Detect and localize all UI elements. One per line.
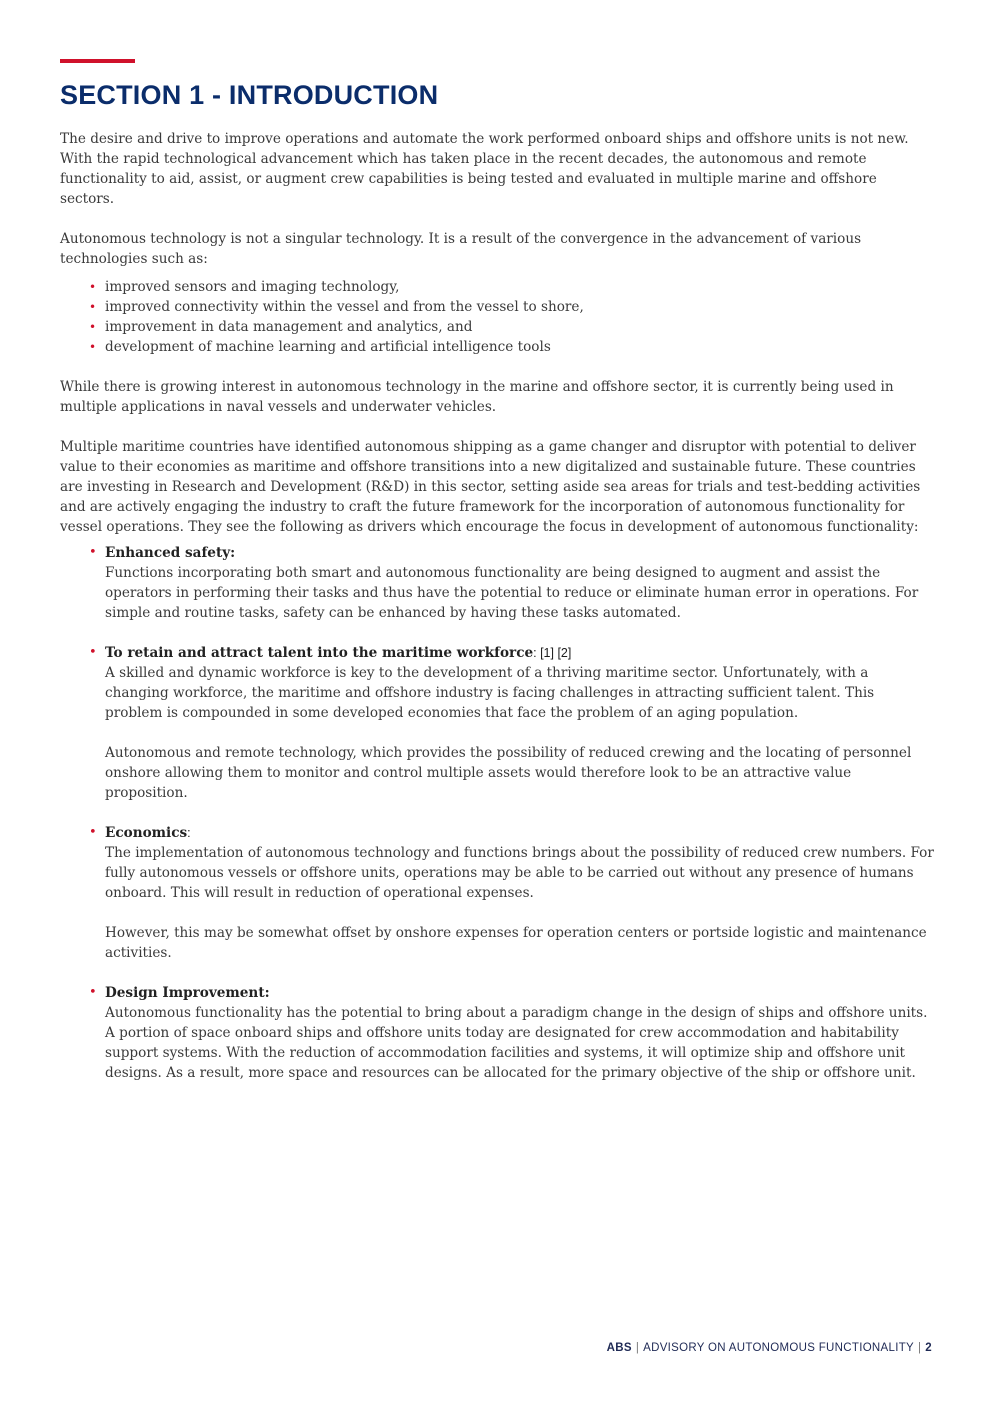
drivers-list [60, 543, 935, 1083]
footer-separator: | [635, 1342, 640, 1354]
bullet-icon: • [89, 985, 97, 1000]
list-item-text: development of machine learning and artificial intelligence tools [105, 339, 551, 355]
footer-doc-title: ADVISORY ON AUTONOMOUS FUNCTIONALITY [643, 1342, 914, 1354]
technology-list [60, 277, 935, 357]
driver-item-design [60, 983, 935, 1083]
bullet-icon: • [89, 320, 97, 334]
intro-paragraph-2: Autonomous technology is not a singular technology. It is a result of the convergence in the advancement of various technologies such as: [60, 231, 862, 267]
section-accent-bar [60, 59, 135, 63]
driver-heading-text: Economics [105, 825, 188, 841]
list-item-text: improved connectivity within the vessel and from the vessel to shore, [105, 299, 584, 315]
page-footer [607, 1342, 932, 1354]
driver-item-safety [60, 543, 935, 623]
driver-paragraph: Autonomous functionality has the potential to bring about a paradigm change in the design of ships and offshore units. A portion of space onboard ships and offshore units today are designated for crew accommodation and habitability support systems. With the reduction of accommodation facilities and systems, it will optimize ship and offshore unit designs. As a result, more space and resources can be allocated for the primary objective of the ship or offshore unit. [105, 1005, 928, 1081]
bullet-icon: • [89, 545, 97, 560]
footer-separator: | [918, 1342, 922, 1354]
driver-paragraph: A skilled and dynamic workforce is key to the development of a thriving maritime sector. Unfortunately, with a changing workforce, the maritime and offshore industry is facing challenges in attracting sufficient talent. This problem is compounded in some developed economies that face the problem of an aging population. [105, 665, 875, 721]
driver-heading-text: Enhanced safety: [105, 545, 236, 561]
intro-paragraph-3: While there is growing interest in autonomous technology in the marine and offshore sector, it is currently being used in multiple applications in naval vessels and underwater vehicles. [60, 379, 894, 415]
driver-paragraph: Autonomous and remote technology, which provides the possibility of reduced crewing and the locating of personnel onshore allowing them to monitor and control multiple assets would therefore look to be an attractive value proposition. [105, 745, 912, 801]
bullet-icon: • [89, 825, 97, 840]
section-body [60, 129, 935, 1103]
driver-heading-text: To retain and attract talent into the maritime workforce [105, 645, 534, 661]
list-item [60, 317, 935, 337]
bullet-icon: • [89, 280, 97, 294]
driver-heading-text: Design Improvement: [105, 985, 270, 1001]
driver-paragraph: Functions incorporating both smart and autonomous functionality are being designed to augment and assist the operators in performing their tasks and thus have the potential to reduce or eliminate human error in operations. For simple and routine tasks, safety can be enhanced by having these tasks automated. [105, 565, 919, 621]
driver-heading [105, 543, 935, 563]
section-title: SECTION 1 - INTRODUCTION [60, 80, 439, 110]
bullet-icon: • [89, 300, 97, 314]
driver-heading [105, 823, 935, 843]
driver-heading [105, 643, 935, 663]
intro-paragraph-4: Multiple maritime countries have identified autonomous shipping as a game changer and disruptor with potential to deliver value to their economies as maritime and offshore transitions into a new digitalized and sustainable future. These countries are investing in Research and Development (R&D) in this sector, setting aside sea areas for trials and test-bedding activities and are actively engaging the industry to craft the future framework for the incorporation of autonomous functionality for vessel operations. They see the following as drivers which encourage the focus in development of autonomous functionality: [60, 439, 921, 535]
intro-paragraph-1: The desire and drive to improve operations and automate the work performed onboard ships and offshore units is not new. With the rapid technological advancement which has taken place in the recent decades, the autonomous and remote functionality to aid, assist, or augment crew capabilities is being tested and evaluated in multiple marine and offshore sectors. [60, 131, 909, 207]
bullet-icon: • [89, 340, 97, 354]
driver-heading-suffix: : [187, 826, 191, 840]
page-number: 2 [925, 1342, 932, 1354]
list-item-text: improved sensors and imaging technology, [105, 279, 400, 295]
driver-item-economics [60, 823, 935, 963]
list-item [60, 277, 935, 297]
list-item [60, 337, 935, 357]
bullet-icon: • [89, 645, 97, 660]
list-item [60, 297, 935, 317]
list-item-text: improvement in data management and analytics, and [105, 319, 473, 335]
footer-brand: ABS [606, 1342, 632, 1354]
driver-heading [105, 983, 935, 1003]
driver-paragraph: However, this may be somewhat offset by onshore expenses for operation centers or portside logistic and maintenance activities. [105, 925, 927, 961]
driver-item-talent [60, 643, 935, 803]
driver-paragraph: The implementation of autonomous technology and functions brings about the possibility of reduced crew numbers. For fully autonomous vessels or offshore units, operations may be able to be carried out without any presence of humans onboard. This will result in reduction of operational expenses. [105, 845, 934, 901]
driver-heading-suffix: : [1] [2] [533, 646, 572, 660]
